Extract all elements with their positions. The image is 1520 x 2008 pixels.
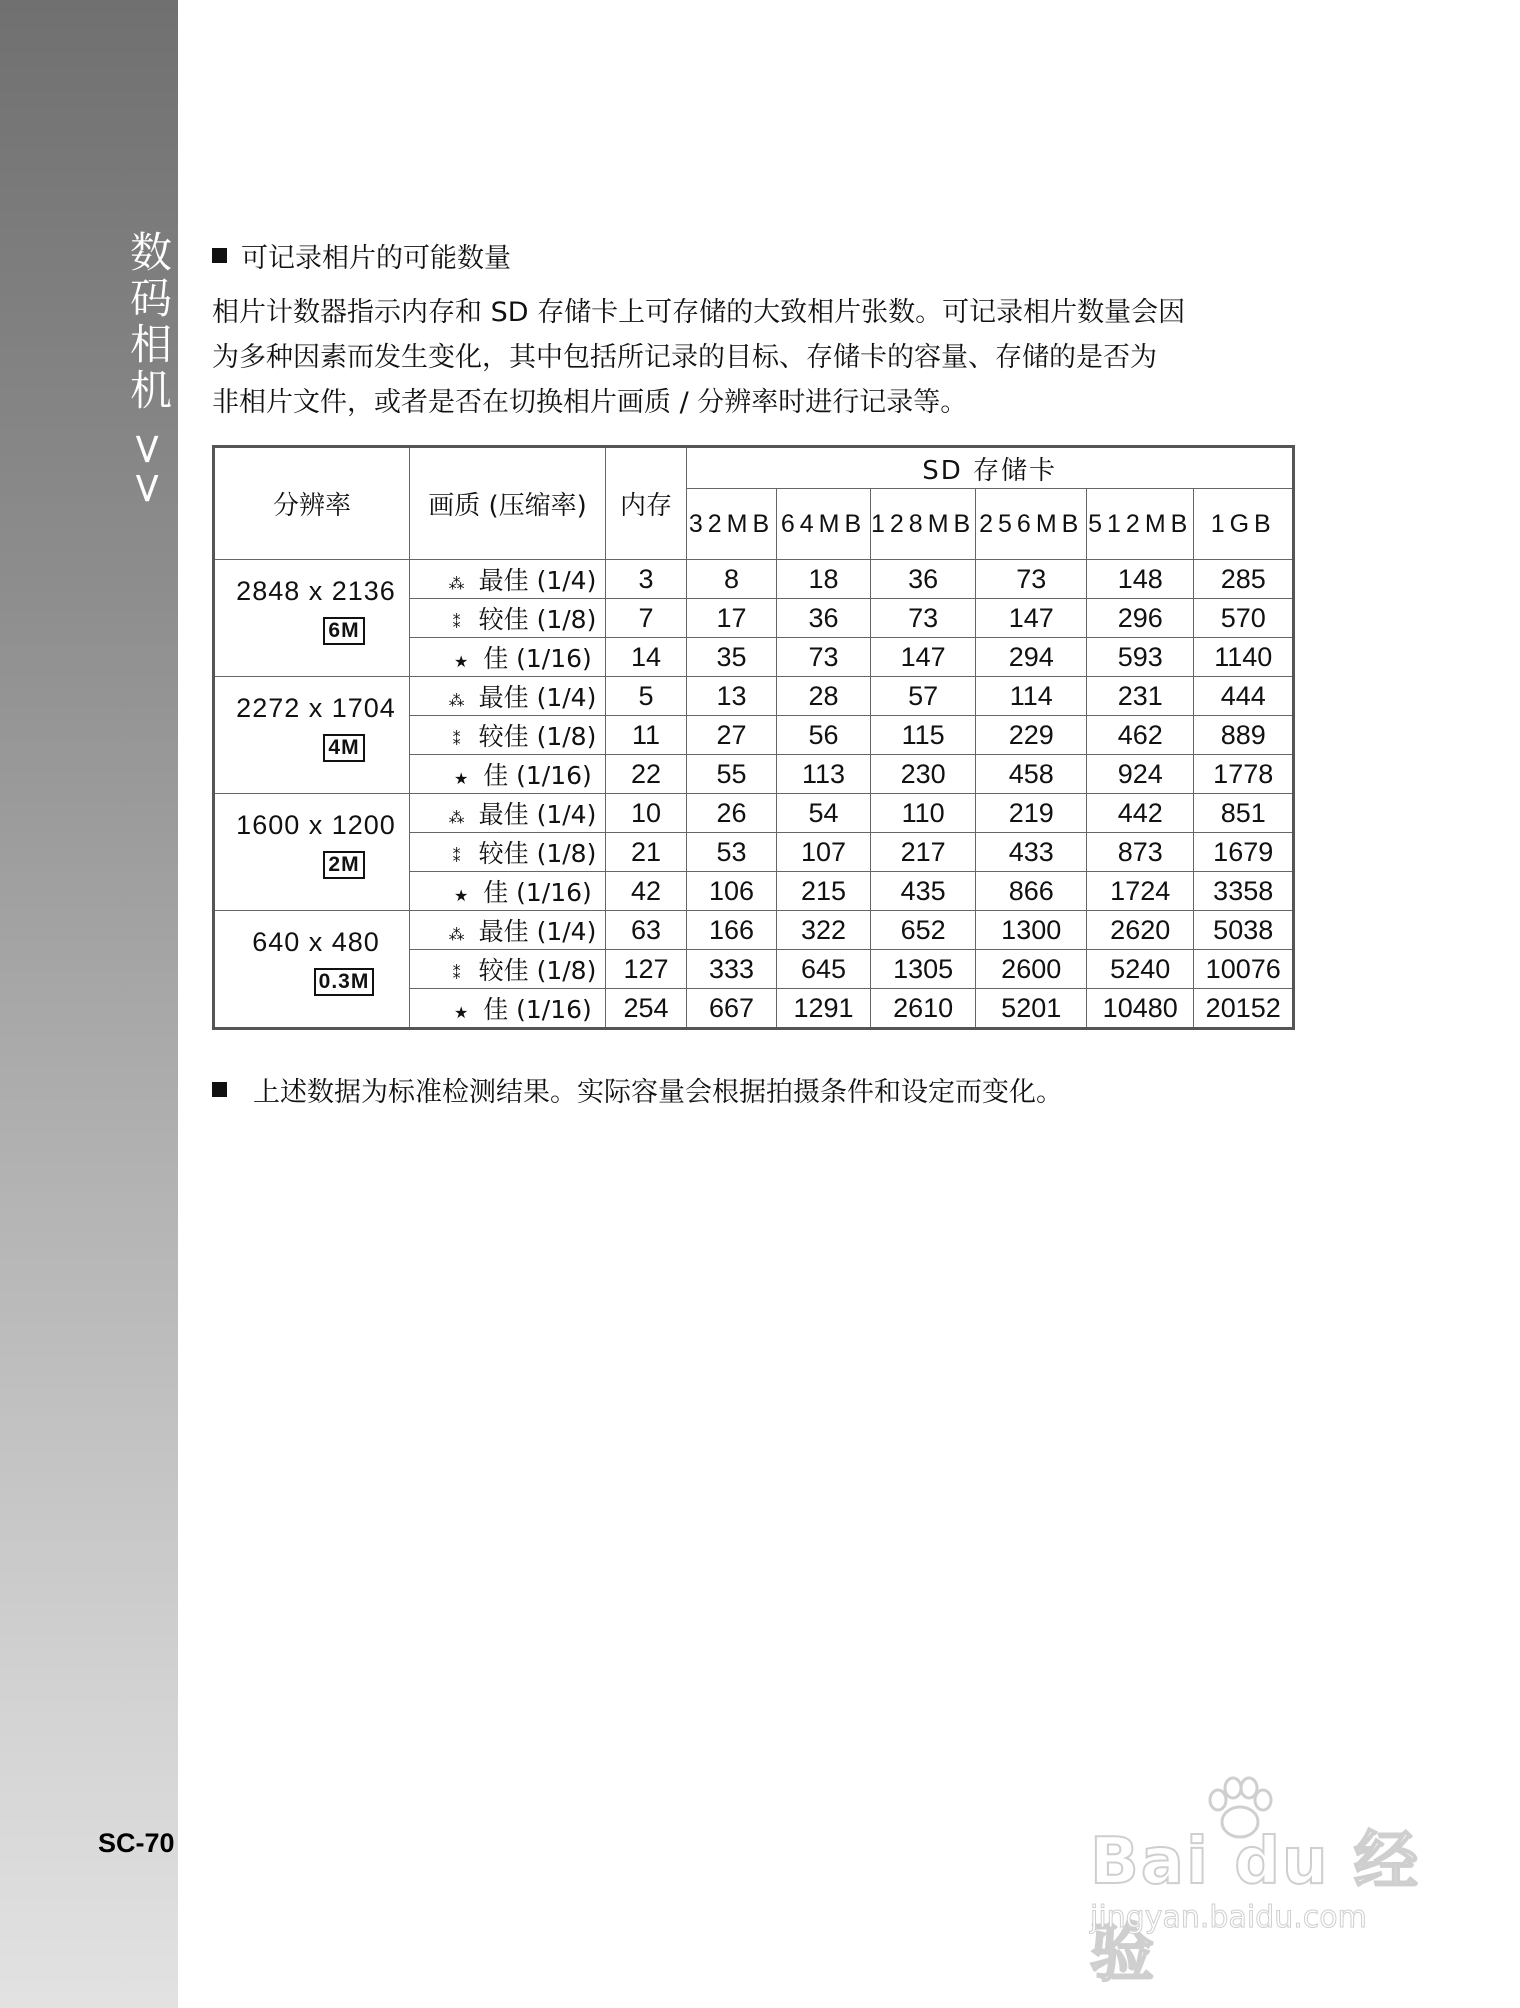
sd-count-cell: 866 [976, 872, 1087, 911]
sd-count-cell: 1300 [976, 911, 1087, 950]
quality-cell [410, 716, 606, 755]
sd-count-cell: 285 [1194, 560, 1294, 599]
sidebar [0, 0, 178, 2008]
page-number: SC-70 [98, 1828, 175, 1858]
two-stars-icon: ⁑ [452, 730, 461, 749]
sidebar-title: 数码相机 >> [124, 230, 173, 510]
quality-label: 最佳 (1/4) [478, 917, 597, 946]
baidu-watermark [1080, 1770, 1450, 1991]
sd-count-cell: 333 [687, 950, 777, 989]
sd-count-cell: 435 [871, 872, 976, 911]
resolution-text: 640 x 480 [252, 927, 380, 957]
internal-count-cell: 3 [606, 560, 687, 599]
sd-count-cell: 462 [1087, 716, 1194, 755]
resolution-cell [214, 911, 410, 1029]
sd-count-cell: 17 [687, 599, 777, 638]
three-stars-icon: ⁂ [448, 808, 465, 827]
header-capacity: 512MB [1087, 489, 1194, 560]
quality-cell [410, 599, 606, 638]
internal-count-cell: 5 [606, 677, 687, 716]
sd-count-cell: 1724 [1087, 872, 1194, 911]
header-capacity: 256MB [976, 489, 1087, 560]
sd-count-cell: 433 [976, 833, 1087, 872]
capacity-table [212, 445, 1295, 1030]
watermark-url: jingyan.baidu.com [1090, 1900, 1367, 1935]
quality-cell [410, 638, 606, 677]
resolution-cell [214, 677, 410, 794]
quality-label: 最佳 (1/4) [478, 800, 597, 829]
header-capacity: 64MB [777, 489, 871, 560]
resolution-text: 2848 x 2136 [236, 576, 396, 606]
sd-count-cell: 35 [687, 638, 777, 677]
quality-cell [410, 989, 606, 1029]
sd-count-cell: 55 [687, 755, 777, 794]
sd-count-cell: 873 [1087, 833, 1194, 872]
quality-cell [410, 911, 606, 950]
internal-count-cell: 11 [606, 716, 687, 755]
sd-count-cell: 231 [1087, 677, 1194, 716]
one-star-icon: ★ [454, 1003, 469, 1022]
header-capacity: 128MB [871, 489, 976, 560]
sd-count-cell: 219 [976, 794, 1087, 833]
quality-cell [410, 833, 606, 872]
two-stars-icon: ⁑ [452, 847, 461, 866]
sd-count-cell: 10480 [1087, 989, 1194, 1029]
sd-count-cell: 1778 [1194, 755, 1294, 794]
resolution-cell [214, 794, 410, 911]
quality-label: 佳 (1/16) [483, 878, 592, 907]
megapixel-badge: 2M [323, 851, 364, 879]
square-bullet-icon [212, 248, 227, 263]
quality-label: 佳 (1/16) [483, 761, 592, 790]
table-body [214, 560, 1294, 1029]
internal-count-cell: 254 [606, 989, 687, 1029]
sd-count-cell: 166 [687, 911, 777, 950]
sd-count-cell: 147 [871, 638, 976, 677]
header-quality: 画质 (压缩率) [410, 447, 606, 560]
internal-count-cell: 21 [606, 833, 687, 872]
sd-count-cell: 1140 [1194, 638, 1294, 677]
sd-count-cell: 2600 [976, 950, 1087, 989]
internal-count-cell: 22 [606, 755, 687, 794]
sd-count-cell: 57 [871, 677, 976, 716]
sd-count-cell: 3358 [1194, 872, 1294, 911]
quality-label: 较佳 (1/8) [478, 722, 597, 751]
sd-count-cell: 296 [1087, 599, 1194, 638]
sd-count-cell: 5240 [1087, 950, 1194, 989]
sd-count-cell: 645 [777, 950, 871, 989]
internal-count-cell: 42 [606, 872, 687, 911]
quality-label: 佳 (1/16) [483, 644, 592, 673]
sd-count-cell: 851 [1194, 794, 1294, 833]
sd-count-cell: 54 [777, 794, 871, 833]
sd-count-cell: 53 [687, 833, 777, 872]
sd-count-cell: 444 [1194, 677, 1294, 716]
table-row [214, 677, 1294, 716]
square-bullet-icon [212, 1082, 227, 1097]
megapixel-badge: 6M [323, 617, 364, 645]
header-resolution: 分辨率 [214, 447, 410, 560]
sd-count-cell: 13 [687, 677, 777, 716]
quality-cell [410, 794, 606, 833]
quality-cell [410, 950, 606, 989]
sd-count-cell: 113 [777, 755, 871, 794]
quality-cell [410, 560, 606, 599]
watermark-logo-text: Bai du 经验 [1090, 1825, 1420, 1991]
sd-count-cell: 114 [976, 677, 1087, 716]
sd-count-cell: 27 [687, 716, 777, 755]
header-sd-card: SD 存储卡 [687, 447, 1294, 489]
header-internal-memory: 内存 [606, 447, 687, 560]
sd-count-cell: 652 [871, 911, 976, 950]
sd-count-cell: 73 [976, 560, 1087, 599]
quality-label: 较佳 (1/8) [478, 839, 597, 868]
table-row [214, 560, 1294, 599]
internal-count-cell: 10 [606, 794, 687, 833]
three-stars-icon: ⁂ [448, 574, 465, 593]
sd-count-cell: 593 [1087, 638, 1194, 677]
internal-count-cell: 127 [606, 950, 687, 989]
two-stars-icon: ⁑ [452, 964, 461, 983]
sd-count-cell: 5038 [1194, 911, 1294, 950]
footnote-text: 上述数据为标准检测结果。实际容量会根据拍摄条件和设定而变化。 [253, 1077, 1063, 1108]
internal-count-cell: 14 [606, 638, 687, 677]
sd-count-cell: 667 [687, 989, 777, 1029]
sd-count-cell: 442 [1087, 794, 1194, 833]
intro-line: 为多种因素而发生变化，其中包括所记录的目标、存储卡的容量、存储的是否为 [212, 342, 1157, 373]
sd-count-cell: 73 [777, 638, 871, 677]
sd-count-cell: 1291 [777, 989, 871, 1029]
section-heading [212, 236, 511, 275]
one-star-icon: ★ [454, 769, 469, 788]
sd-count-cell: 20152 [1194, 989, 1294, 1029]
table-row [214, 911, 1294, 950]
megapixel-badge: 4M [323, 734, 364, 762]
sd-count-cell: 18 [777, 560, 871, 599]
sd-count-cell: 106 [687, 872, 777, 911]
sd-count-cell: 5201 [976, 989, 1087, 1029]
internal-count-cell: 7 [606, 599, 687, 638]
sd-count-cell: 26 [687, 794, 777, 833]
quality-cell [410, 677, 606, 716]
sd-count-cell: 107 [777, 833, 871, 872]
sd-count-cell: 36 [871, 560, 976, 599]
intro-line: 相片计数器指示内存和 SD 存储卡上可存储的大致相片张数。可记录相片数量会因 [212, 297, 1186, 328]
table-row [214, 794, 1294, 833]
sd-count-cell: 924 [1087, 755, 1194, 794]
sd-count-cell: 73 [871, 599, 976, 638]
sd-count-cell: 2620 [1087, 911, 1194, 950]
sd-count-cell: 1305 [871, 950, 976, 989]
megapixel-badge: 0.3M [314, 968, 375, 996]
sd-count-cell: 322 [777, 911, 871, 950]
intro-line: 非相片文件，或者是否在切换相片画质 / 分辨率时进行记录等。 [212, 387, 968, 418]
one-star-icon: ★ [454, 652, 469, 671]
quality-label: 较佳 (1/8) [478, 956, 597, 985]
one-star-icon: ★ [454, 886, 469, 905]
sd-count-cell: 217 [871, 833, 976, 872]
sd-count-cell: 294 [976, 638, 1087, 677]
sd-count-cell: 2610 [871, 989, 976, 1029]
sd-count-cell: 230 [871, 755, 976, 794]
sd-count-cell: 10076 [1194, 950, 1294, 989]
quality-cell [410, 755, 606, 794]
section-heading-text: 可记录相片的可能数量 [241, 243, 511, 274]
sd-count-cell: 1679 [1194, 833, 1294, 872]
quality-cell [410, 872, 606, 911]
resolution-text: 1600 x 1200 [236, 810, 396, 840]
sd-count-cell: 28 [777, 677, 871, 716]
resolution-cell [214, 560, 410, 677]
quality-label: 最佳 (1/4) [478, 566, 597, 595]
footnote [212, 1070, 1063, 1109]
sd-count-cell: 8 [687, 560, 777, 599]
quality-label: 佳 (1/16) [483, 995, 592, 1024]
sd-count-cell: 147 [976, 599, 1087, 638]
sd-count-cell: 56 [777, 716, 871, 755]
quality-label: 最佳 (1/4) [478, 683, 597, 712]
sd-count-cell: 570 [1194, 599, 1294, 638]
internal-count-cell: 63 [606, 911, 687, 950]
two-stars-icon: ⁑ [452, 613, 461, 632]
resolution-text: 2272 x 1704 [236, 693, 396, 723]
intro-paragraph [212, 290, 1322, 425]
three-stars-icon: ⁂ [448, 691, 465, 710]
sd-count-cell: 115 [871, 716, 976, 755]
sd-count-cell: 215 [777, 872, 871, 911]
sd-count-cell: 36 [777, 599, 871, 638]
sd-count-cell: 229 [976, 716, 1087, 755]
sd-count-cell: 889 [1194, 716, 1294, 755]
three-stars-icon: ⁂ [448, 925, 465, 944]
sd-count-cell: 148 [1087, 560, 1194, 599]
sd-count-cell: 458 [976, 755, 1087, 794]
quality-label: 较佳 (1/8) [478, 605, 597, 634]
header-capacity: 1GB [1194, 489, 1294, 560]
header-capacity: 32MB [687, 489, 777, 560]
table-header [214, 447, 1294, 560]
sd-count-cell: 110 [871, 794, 976, 833]
